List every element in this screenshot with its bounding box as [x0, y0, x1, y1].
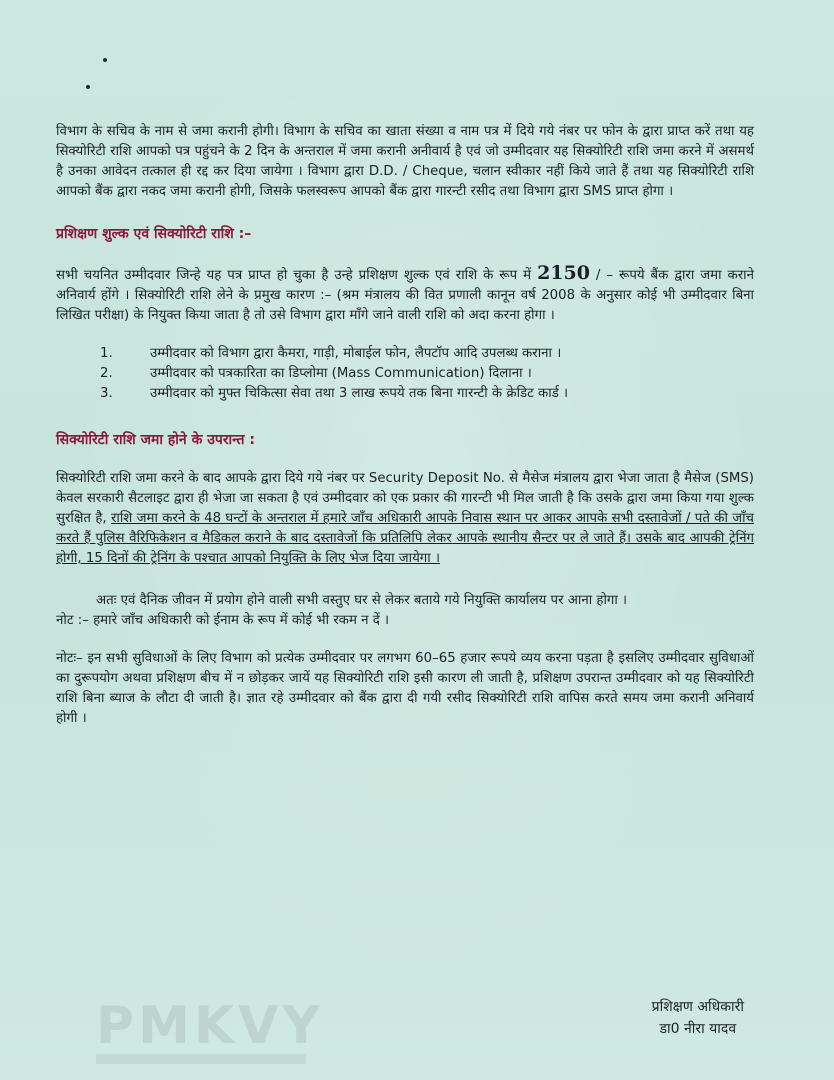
- watermark-tagline: [96, 1054, 306, 1064]
- list-number: 3.: [100, 386, 113, 401]
- benefits-list: [56, 344, 754, 404]
- list-item: [56, 384, 754, 404]
- training-fee-heading: प्रशिक्षण शुल्क एवं सिक्योरिटी राशि :–: [56, 226, 252, 242]
- fee-amount: 2150: [537, 262, 590, 284]
- pmkvy-watermark: PMKVY: [96, 996, 325, 1056]
- deposit-underlined-text: राशि जमा करने के 48 घन्टों के अन्तराल में हमारे जाँच अधिकारी आपके निवास स्थान पर आकर आपके सभी दस्तावेजों / पते की जाँच करते हैं पुलिस वैरिफिकेशन व मैडिकल कराने के बाद दस्तावेजों कि प्रतिलिपि लेकर आपके स्थानीय सैन्टर पर ले जाते हैं। उसके बाद आपकी ट्रेनिंग होगी, 15 दिनों की ट्रेनिंग के पश्चात आपको नियुक्ति के लिए भेज दिया जायेगा ।: [56, 511, 755, 566]
- training-fee-paragraph: [56, 263, 754, 326]
- signature-block: [652, 996, 744, 1040]
- after-deposit-paragraph: [56, 469, 754, 569]
- note-expenses: नोटः– इन सभी सुविधाओं के लिए विभाग को प्रत्येक उम्मीदवार पर लगभग 60–65 हजार रूपये व्यय करना पड़ता है इसलिए उम्मीदवार सुविधाओं का दुरूपयोग अथवा प्रशिक्षण बीच में न छोड़कर जायें यह सिक्योरिटी राशि इसी कारण ली जाती है, प्रशिक्षण उपरान्त उम्मीदवार को यह सिक्योरिटी राशि बिना ब्याज के लौटा दी जाती है। ज्ञात रहे उम्मीदवार को बैंक द्वारा दी गयी रसीद सिक्योरिटी राशि वापिस करते समय जमा करानी अनिवार्य होगी ।: [56, 651, 754, 726]
- list-text: उम्मीदवार को पत्रकारिता का डिप्लोमा (Mass Communication) दिलाना ।: [150, 366, 532, 381]
- training-fee-text-cont: / – रूपये बैंक द्वारा जमा कराने अनिवार्य होंगे । सिक्योरिटी राशि लेने के प्रमुख कारण :– (श्रम मंत्रालय की वित प्रणाली कानून वर्ष 2008 के अनुसार कोई भी उम्मीदवार बिना लिखित परीक्षा) के नियुक्त किया जाता है तो उसे विभाग द्वारा माँगे जाने वाली राशि को अदा करना होगा ।: [56, 268, 754, 323]
- speck: [103, 58, 107, 62]
- deposit-text: सिक्योरिटी राशि जमा करने के बाद आपके द्वारा दिये गये नंबर पर Security Deposit No. से मैसेज मंत्रालय द्वारा भेजा जाता है मैसेज (SMS) केवल सरकारी सैटलाइट द्वारा ही भेजा जा सकता है एवं उम्मीदवार को एक प्रकार की गारन्टी भी मिल जाती है कि उसके द्वारा जमा किया गया शुल्क सुरक्षित है,: [56, 471, 754, 526]
- list-item: [56, 344, 754, 364]
- intro-paragraph: विभाग के सचिव के नाम से जमा करानी होगी। विभाग के सचिव का खाता संख्या व नाम पत्र में दिये गये नंबर पर फोन के द्वारा प्राप्त करें तथा यह सिक्योरिटी राशि आपको पत्र पहुंचने के 2 दिन के अन्तराल में जमा करानी अनीवार्य है एवं जो उम्मीदवार यह सिक्योरिटी राशि जमा करने में असमर्थ है उनका आवेदन तत्काल ही रद्द कर दिया जायेगा । विभाग द्वारा D.D. / Cheque, चलान स्वीकार नहीं किये जाते हैं तथा यह सिक्योरिटी राशि आपको बैंक द्वारा नकद जमा करानी होगी, जिसके फलस्वरूप आपको बैंक द्वारा गारन्टी रसीद तथा विभाग द्वारा SMS प्राप्त होगा ।: [56, 124, 754, 199]
- daily-use-paragraph: अतः एवं दैनिक जीवन में प्रयोग होने वाली सभी वस्तुए घर से लेकर बताये गये नियुक्ति कार्यालय पर आना होगा ।: [96, 593, 628, 608]
- list-text: उम्मीदवार को विभाग द्वारा कैमरा, गाड़ी, मोबाईल फोन, लैपटॉप आदि उपलब्ध कराना ।: [150, 346, 562, 361]
- after-deposit-heading: सिक्योरिटी राशि जमा होने के उपरान्त :: [56, 432, 255, 448]
- training-fee-text: सभी चयनित उम्मीदवार जिन्हे यह पत्र प्राप्त हो चुका है उन्हे प्रशिक्षण शुल्क एवं राशि के रूप में: [56, 268, 532, 283]
- signatory-title: प्रशिक्षण अधिकारी: [651, 999, 744, 1015]
- speck: [86, 85, 90, 89]
- list-number: 2.: [100, 366, 113, 381]
- list-text: उम्मीदवार को मुफ्त चिकित्सा सेवा तथा 3 लाख रूपये तक बिना गारन्टी के क्रेडिट कार्ड ।: [150, 386, 569, 401]
- signatory-name: डा0 नीरा यादव: [659, 1021, 737, 1037]
- note-officer: नोट :– हमारे जाँच अधिकारी को ईनाम के रूप में कोई भी रकम न दें ।: [56, 613, 390, 628]
- list-item: [56, 364, 754, 384]
- list-number: 1.: [100, 346, 113, 361]
